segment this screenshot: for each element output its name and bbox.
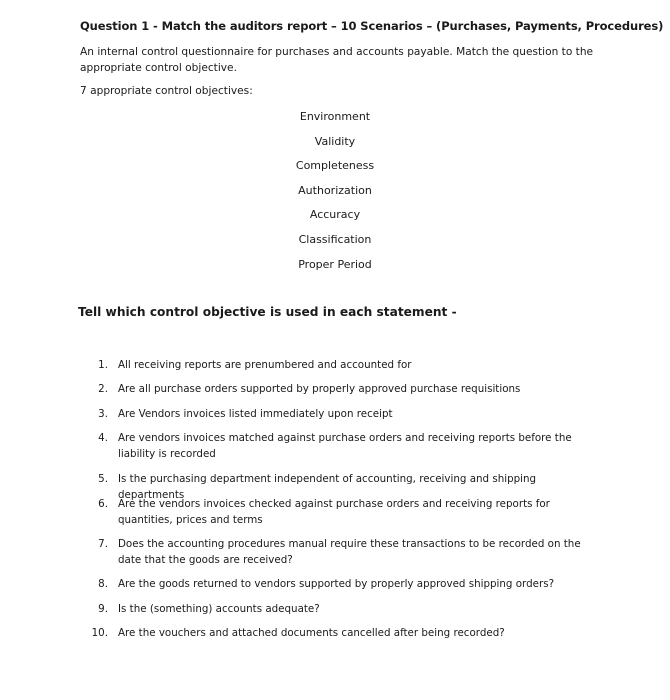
instruction-prompt: Tell which control objective is used in each statement - — [78, 305, 457, 319]
statement-number: 7. — [98, 538, 108, 550]
objective-item: Proper Period — [298, 257, 372, 271]
statement-text: All receiving reports are prenumbered and accounted for — [118, 359, 412, 371]
objective-item: Accuracy — [309, 208, 361, 222]
statement-text: Are the vendors invoices checked against purchase orders and receiving reports for quantities, prices and terms — [118, 498, 550, 526]
statement-text: Does the accounting procedures manual require these transactions to be recorded on the date that the goods are received? — [118, 538, 581, 566]
objective-item: Validity — [314, 134, 356, 148]
statement-text: Is the (something) accounts adequate? — [118, 603, 320, 615]
statement-text: Are the vouchers and attached documents cancelled after being recorded? — [118, 627, 505, 639]
intro-paragraph: An internal control questionnaire for purchases and accounts payable. Match the question to the appropriate control objective. — [80, 46, 594, 74]
objectives-heading: 7 appropriate control objectives: — [80, 85, 253, 97]
objective-item: Classification — [298, 232, 372, 246]
statement-text: Are all purchase orders supported by properly approved purchase requisitions — [118, 383, 521, 395]
statement-number: 3. — [98, 408, 108, 420]
statement-text: Are vendors invoices matched against purchase orders and receiving reports before the liability is recorded — [118, 432, 572, 460]
statement-number: 1. — [98, 359, 108, 371]
statement-number: 2. — [98, 383, 108, 395]
statement-number: 4. — [98, 432, 108, 444]
statement-number: 10. — [91, 627, 108, 639]
control-objectives-list — [230, 109, 440, 281]
statement-number: 8. — [98, 578, 108, 590]
objective-item: Authorization — [298, 183, 372, 197]
statement-number: 6. — [98, 498, 108, 510]
objective-item: Completeness — [295, 159, 375, 173]
question-title: Question 1 - Match the auditors report – 10 Scenarios – (Purchases, Payments, Procedures) — [80, 19, 664, 33]
statement-text: Is the purchasing department independent of accounting, receiving and shipping departments — [118, 473, 537, 501]
objective-item: Environment — [299, 110, 371, 123]
statement-text: Are Vendors invoices listed immediately upon receipt — [118, 408, 393, 420]
statement-number: 9. — [98, 603, 108, 615]
statement-number: 5. — [98, 473, 108, 485]
statement-text: Are the goods returned to vendors supported by properly approved shipping orders? — [118, 578, 555, 590]
